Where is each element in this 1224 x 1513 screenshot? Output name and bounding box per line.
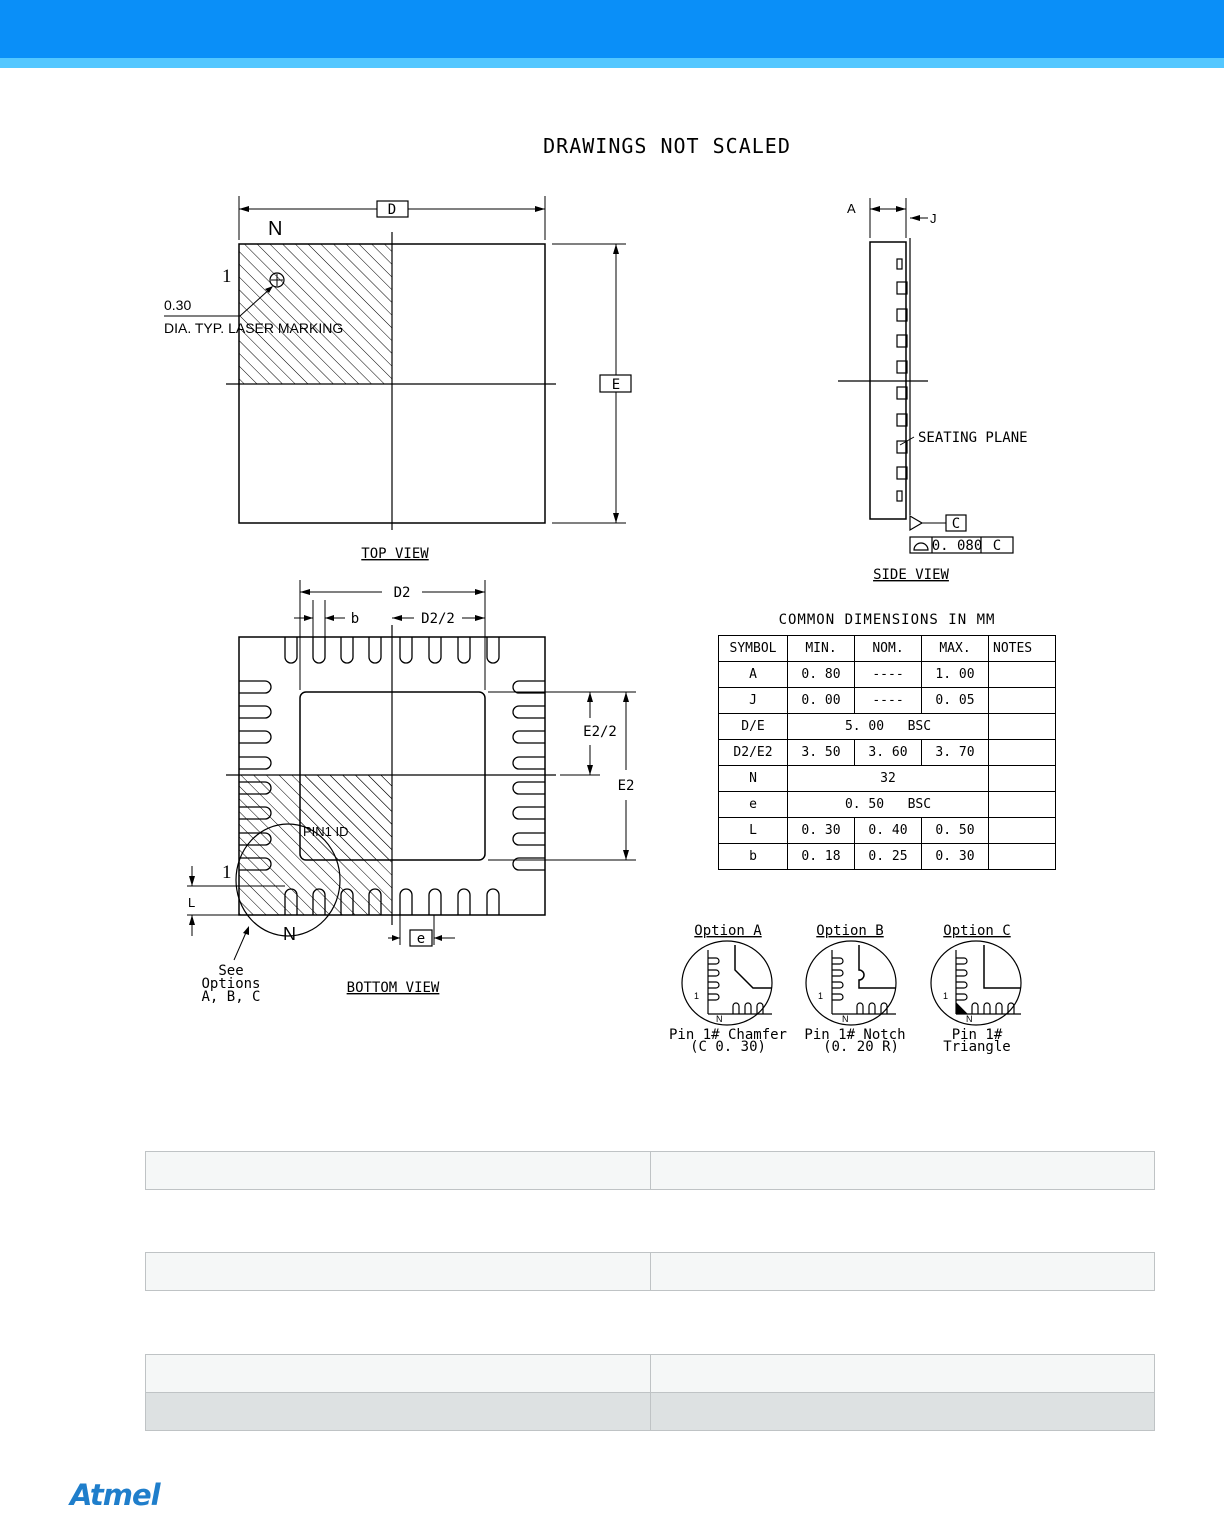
datum-c-label: C: [951, 516, 961, 532]
atmel-logo: Atmel: [70, 1478, 160, 1512]
option-a-pin-1: 1: [694, 991, 700, 1001]
bottom-view-dim-d2: D2: [393, 585, 411, 601]
row-notes: [989, 740, 1056, 766]
row-min: 0. 80: [788, 662, 855, 688]
row-symbol: D2/E2: [719, 740, 788, 766]
bottom-view-pin-1: 1: [222, 862, 232, 883]
see-options-line1: See: [218, 963, 244, 979]
header-min: MIN.: [788, 636, 855, 662]
bottom-view-label: BOTTOM VIEW: [346, 980, 440, 996]
table-row: [146, 1393, 1155, 1431]
table-cell: [146, 1355, 651, 1393]
header-symbol: SYMBOL: [719, 636, 788, 662]
bottom-view-dim-e: e: [416, 931, 426, 947]
row-span-value: 32: [788, 766, 989, 792]
bottom-view-dim-b: b: [350, 611, 360, 627]
table-row: [719, 792, 1056, 818]
row-min: 0. 18: [788, 844, 855, 870]
option-b-title: Option B: [816, 923, 884, 939]
table-cell: [650, 1355, 1155, 1393]
option-a-title: Option A: [694, 923, 762, 939]
table-row: [719, 662, 1056, 688]
dimensions-table: [718, 635, 1056, 870]
marking-diameter: 0.30: [164, 297, 192, 313]
table-row: [719, 740, 1056, 766]
row-notes: [989, 818, 1056, 844]
see-options-line2: Options: [201, 976, 261, 992]
marking-text: DIA. TYP. LASER MARKING: [164, 320, 344, 336]
table-row: [146, 1253, 1155, 1291]
row-nom: 3. 60: [855, 740, 922, 766]
table-row: [719, 844, 1056, 870]
option-c-caption1: Pin 1#: [951, 1027, 1003, 1043]
info-table-2: [145, 1252, 1155, 1291]
option-a-drawing: [682, 941, 772, 1025]
option-b-drawing: [806, 941, 896, 1025]
row-symbol: A: [719, 662, 788, 688]
option-a-caption1: Pin 1# Chamfer: [668, 1027, 788, 1043]
table-row: [146, 1152, 1155, 1190]
row-nom: 0. 40: [855, 818, 922, 844]
side-view: [838, 198, 1013, 553]
top-view-pin-1: 1: [222, 266, 232, 287]
row-symbol: b: [719, 844, 788, 870]
option-c-pin-n: N: [966, 1014, 973, 1024]
option-b-caption1: Pin 1# Notch: [804, 1027, 906, 1043]
top-view-dim-e: E: [611, 377, 621, 393]
option-a-pin-n: N: [716, 1014, 723, 1024]
option-b-caption2: (0. 20 R): [823, 1039, 899, 1055]
table-cell: [650, 1253, 1155, 1291]
pin1-id-label: PIN1 ID: [303, 824, 349, 839]
table-row: [719, 818, 1056, 844]
table-cell: [146, 1393, 651, 1431]
bottom-view-dim-d2-half: D2/2: [421, 611, 455, 627]
top-view-label: TOP VIEW: [361, 546, 429, 562]
option-a-caption2: (C 0. 30): [690, 1039, 766, 1055]
table-cell: [650, 1393, 1155, 1431]
side-view-dim-a: A: [847, 201, 856, 216]
row-span-value: 5. 00 BSC: [788, 714, 989, 740]
row-symbol: N: [719, 766, 788, 792]
table-cell: [650, 1152, 1155, 1190]
row-notes: [989, 844, 1056, 870]
option-b-pin-1: 1: [818, 991, 824, 1001]
row-notes: [989, 766, 1056, 792]
option-b-pin-n: N: [842, 1014, 849, 1024]
row-notes: [989, 688, 1056, 714]
row-symbol: e: [719, 792, 788, 818]
row-min: 0. 30: [788, 818, 855, 844]
row-symbol: D/E: [719, 714, 788, 740]
row-max: 3. 70: [922, 740, 989, 766]
row-max: 1. 00: [922, 662, 989, 688]
row-min: 3. 50: [788, 740, 855, 766]
top-view-hatch: [239, 244, 392, 384]
table-row: [719, 766, 1056, 792]
header-nom: NOM.: [855, 636, 922, 662]
row-notes: [989, 714, 1056, 740]
dimensions-title: COMMON DIMENSIONS IN MM: [778, 612, 996, 628]
side-view-dim-j: J: [930, 211, 937, 226]
seating-plane-label: SEATING PLANE: [918, 430, 1028, 446]
side-view-label: SIDE VIEW: [873, 567, 949, 583]
row-symbol: L: [719, 818, 788, 844]
drawing-title-text: DRAWINGS NOT SCALED: [543, 134, 791, 158]
option-c-pin-1: 1: [943, 991, 949, 1001]
row-nom: 0. 25: [855, 844, 922, 870]
bottom-view-dim-e2-half: E2/2: [583, 724, 617, 740]
top-view-pin-n: N: [268, 218, 283, 240]
flatness-value: 0. 080: [931, 538, 983, 554]
table-cell: [146, 1152, 651, 1190]
bottom-view: [187, 580, 636, 960]
table-cell: [146, 1253, 651, 1291]
bottom-view-pin-n: N: [283, 924, 296, 944]
row-max: 0. 30: [922, 844, 989, 870]
top-view: [164, 196, 631, 530]
bottom-view-dim-e2: E2: [617, 778, 635, 794]
row-min: 0. 00: [788, 688, 855, 714]
option-c-caption2: Triangle: [943, 1039, 1011, 1055]
option-c-title: Option C: [943, 923, 1011, 939]
row-symbol: J: [719, 688, 788, 714]
option-c-drawing: [931, 941, 1021, 1025]
table-row: [719, 688, 1056, 714]
see-options-line3: A, B, C: [201, 989, 261, 1005]
header-notes: NOTES: [989, 636, 1056, 662]
info-table-3: [145, 1354, 1155, 1431]
table-row: [719, 714, 1056, 740]
table-row: [146, 1355, 1155, 1393]
row-nom: ----: [855, 662, 922, 688]
row-nom: ----: [855, 688, 922, 714]
row-max: 0. 05: [922, 688, 989, 714]
header-max: MAX.: [922, 636, 989, 662]
row-max: 0. 50: [922, 818, 989, 844]
info-table-1: [145, 1151, 1155, 1190]
table-header-row: [719, 636, 1056, 662]
row-span-value: 0. 50 BSC: [788, 792, 989, 818]
row-notes: [989, 792, 1056, 818]
bottom-view-dim-l: L: [188, 895, 196, 910]
top-view-dim-d: D: [387, 202, 397, 218]
flatness-reference: C: [992, 538, 1002, 554]
row-notes: [989, 662, 1056, 688]
